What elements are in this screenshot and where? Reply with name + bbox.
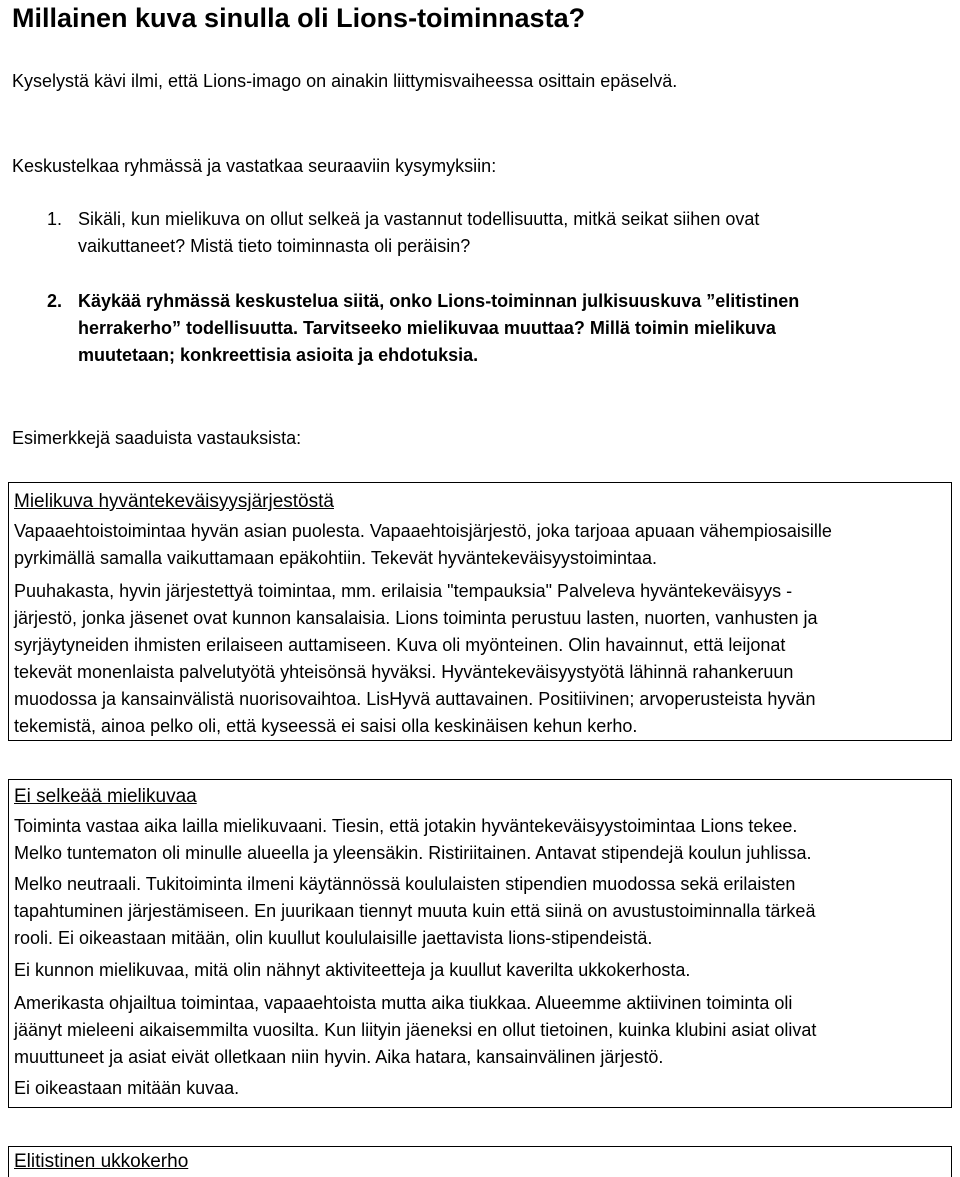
answer-line: Melko neutraali. Tukitoiminta ilmeni käytännössä koululaisten stipendien muodossa sekä erilaisten	[14, 874, 796, 894]
answer-line: pyrkimällä samalla vaikuttamaan epäkohtiin. Tekevät hyväntekeväisyystoimintaa.	[14, 548, 657, 568]
question-2-line-3: muutetaan; konkreettisia asioita ja ehdotuksia.	[78, 345, 479, 365]
answer-line: Ei oikeastaan mitään kuvaa.	[14, 1078, 240, 1098]
answer-line: tapahtuminen järjestämiseen. En juurikaan tiennyt muuta kuin että siinä on avustustoiminnalla tärkeä	[14, 901, 816, 921]
page-title: Millainen kuva sinulla oli Lions-toiminnasta?	[12, 3, 586, 33]
intro-text: Kyselystä kävi ilmi, että Lions-imago on ainakin liittymisvaiheessa osittain epäselvä.	[12, 71, 678, 91]
answer-line: jäänyt mieleeni aikaisemmilta vuosilta. Kun liityin jäeneksi en ollut tietoinen, kuinka klubini asiat olivat	[14, 1020, 817, 1040]
answer-line: Vapaaehtoistoimintaa hyvän asian puolesta. Vapaaehtoisjärjestö, joka tarjoaa apuaan vähempiosaisille	[14, 521, 832, 541]
question-1	[12, 206, 759, 260]
answer-line: Toiminta vastaa aika lailla mielikuvaani. Tiesin, että jotakin hyväntekeväisyystoimintaa Lions tekee.	[14, 816, 798, 836]
answer-section-charity	[8, 482, 952, 741]
answer-line: tekemistä, ainoa pelko oli, että kyseessä ei saisi olla keskinäisen kehun kerho.	[14, 716, 638, 736]
question-2-line-1: Käykää ryhmässä keskustelua siitä, onko Lions-toiminnan julkisuuskuva ”elitistinen	[78, 291, 800, 311]
answer-line: rooli. Ei oikeastaan mitään, olin kuullut koululaisille jaettavista lions-stipendeistä.	[14, 928, 653, 948]
answer-paragraph	[14, 813, 811, 867]
question-2	[12, 288, 799, 369]
answer-paragraph	[14, 871, 815, 952]
answer-paragraph	[14, 957, 690, 984]
question-1-line-2: vaikuttaneet? Mistä tieto toiminnasta oli peräisin?	[78, 236, 471, 256]
answer-paragraph	[14, 578, 818, 740]
answer-line: muuttuneet ja asiat eivät olletkaan niin hyvin. Aika hatara, kansainvälinen järjestö.	[14, 1047, 664, 1067]
answer-line: järjestö, jonka jäsenet ovat kunnon kansalaisia. Lions toiminta perustuu lasten, nuorten, vanhusten ja	[14, 608, 818, 628]
answer-paragraph	[14, 990, 816, 1071]
answer-section-elitist	[8, 1146, 952, 1177]
answer-line: Ei kunnon mielikuvaa, mitä olin nähnyt aktiviteetteja ja kuullut kaverilta ukkokerhosta.	[14, 960, 691, 980]
question-1-number: 1.	[47, 209, 63, 229]
answer-line: Melko tuntematon oli minulle alueella ja yleensäkin. Ristiriitainen. Antavat stipendejä koulun juhlissa.	[14, 843, 812, 863]
section-heading: Elitistinen ukkokerho	[14, 1151, 189, 1172]
answer-line: tekevät monenlaista palvelutyötä yhteisönsä hyväksi. Hyväntekeväisyystyötä lähinnä rahankeruun	[14, 662, 794, 682]
question-2-number: 2.	[47, 291, 63, 311]
section-heading: Mielikuva hyväntekeväisyysjärjestöstä	[14, 491, 334, 512]
answer-line: muodossa ja kansainvälistä nuorisovaihtoa. LisHyvä auttavainen. Positiivinen; arvoperusteista hyvän	[14, 689, 816, 709]
answer-line: Amerikasta ohjailtua toimintaa, vapaaehtoista mutta aika tiukkaa. Alueemme aktiivinen toiminta oli	[14, 993, 793, 1013]
section-heading: Ei selkeää mielikuvaa	[14, 786, 197, 807]
answer-line: syrjäytyneiden ihmisten erilaiseen auttamiseen. Kuva oli myönteinen. Olin havainnut, että leijonat	[14, 635, 786, 655]
question-2-line-2: herrakerho” todellisuutta. Tarvitseeko mielikuvaa muuttaa? Millä toimin mielikuva	[78, 318, 776, 338]
question-1-line-1: Sikäli, kun mielikuva on ollut selkeä ja vastannut todellisuutta, mitkä seikat siihen ovat	[78, 209, 760, 229]
answer-paragraph	[14, 518, 832, 572]
answer-paragraph	[14, 1075, 239, 1102]
answer-section-unclear	[8, 779, 952, 1108]
examples-label: Esimerkkejä saaduista vastauksista:	[12, 428, 302, 448]
answer-line: Puuhakasta, hyvin järjestettyä toimintaa, mm. erilaisia "tempauksia" Palveleva hyväntekeväisyys -	[14, 581, 793, 601]
discussion-prompt: Keskustelkaa ryhmässä ja vastatkaa seuraaviin kysymyksiin:	[12, 156, 497, 176]
